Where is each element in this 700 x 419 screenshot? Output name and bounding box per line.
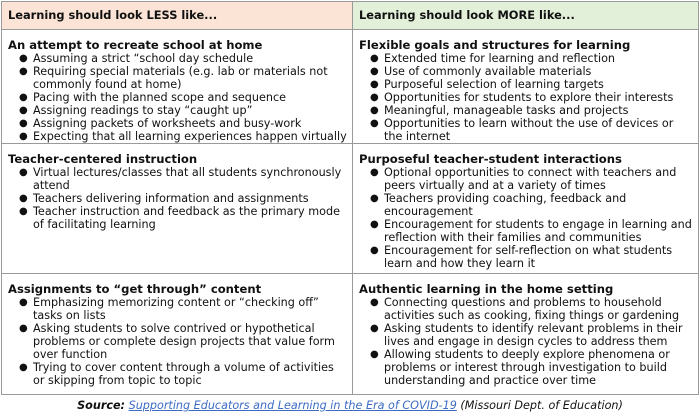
list-item-text: Allowing students to deeply explore phenomena or problems or interest through investigation to build understanding and practice over time <box>384 348 670 387</box>
bullet-list <box>359 166 694 270</box>
bullet-icon: ● <box>19 53 28 64</box>
bullet-icon: ● <box>19 105 28 116</box>
bullet-list <box>8 296 348 387</box>
bullet-list <box>359 52 694 143</box>
bullet-icon: ● <box>19 362 28 373</box>
list-item <box>370 322 694 348</box>
table-row <box>2 30 699 144</box>
bullet-icon: ● <box>370 193 379 204</box>
bullet-icon: ● <box>19 131 28 142</box>
list-item <box>370 117 694 143</box>
list-item <box>19 65 348 91</box>
bullet-icon: ● <box>370 118 379 129</box>
source-link[interactable]: Supporting Educators and Learning in the Era of COVID-19 <box>128 399 457 412</box>
table-header-row <box>2 2 699 30</box>
list-item-text: Opportunities to learn without the use of devices or the internet <box>384 117 674 143</box>
cell-title: An attempt to recreate school at home <box>8 38 263 52</box>
list-item <box>370 166 694 192</box>
list-item-text: Meaningful, manageable tasks and projects <box>384 104 629 117</box>
list-item-text: Opportunities for students to explore their interests <box>384 91 674 104</box>
list-item <box>370 218 694 244</box>
list-item-text: Requiring special materials (e.g. lab or materials not commonly found at home) <box>33 65 328 91</box>
bullet-icon: ● <box>370 323 379 334</box>
header-more: Learning should look MORE like... <box>353 2 699 30</box>
bullet-icon: ● <box>370 167 379 178</box>
bullet-icon: ● <box>19 297 28 308</box>
list-item-text: Encouragement for students to engage in learning and reflection with their families and communities <box>384 218 692 244</box>
list-item-text: Virtual lectures/classes that all students synchronously attend <box>33 166 342 192</box>
bullet-icon: ● <box>370 245 379 256</box>
list-item <box>370 192 694 218</box>
cell-title: Flexible goals and structures for learning <box>359 38 631 52</box>
bullet-icon: ● <box>370 92 379 103</box>
list-item <box>370 78 694 91</box>
list-item <box>370 244 694 270</box>
list-item-text: Use of commonly available materials <box>384 65 592 78</box>
list-item <box>19 104 348 117</box>
bullet-icon: ● <box>19 66 28 77</box>
list-item-text: Asking students to solve contrived or hypothetical problems or complete design projects that value form over function <box>33 322 335 361</box>
table-row <box>2 144 699 274</box>
cell-title: Authentic learning in the home setting <box>359 282 614 296</box>
list-item-text: Teachers providing coaching, feedback and encouragement <box>384 192 627 218</box>
source-citation <box>0 399 700 413</box>
list-item-text: Purposeful selection of learning targets <box>384 78 604 91</box>
more-cell <box>353 144 699 274</box>
list-item-text: Connecting questions and problems to household activities such as cooking, fixing things or gardening <box>384 296 680 322</box>
more-cell <box>353 30 699 144</box>
list-item <box>19 296 348 322</box>
bullet-icon: ● <box>19 323 28 334</box>
list-item <box>370 52 694 65</box>
bullet-icon: ● <box>19 92 28 103</box>
list-item-text: Expecting that all learning experiences happen virtually <box>33 130 347 143</box>
bullet-icon: ● <box>19 193 28 204</box>
list-item-text: Optional opportunities to connect with teachers and peers virtually and at a variety of times <box>384 166 677 192</box>
list-item-text: Pacing with the planned scope and sequence <box>33 91 286 104</box>
comparison-table <box>1 1 699 395</box>
list-item <box>370 65 694 78</box>
list-item <box>370 104 694 117</box>
bullet-icon: ● <box>370 297 379 308</box>
table-row <box>2 274 699 395</box>
source-label: Source: <box>77 399 126 412</box>
list-item <box>19 205 348 231</box>
list-item-text: Assigning packets of worksheets and busy-work <box>33 117 302 130</box>
bullet-icon: ● <box>19 118 28 129</box>
bullet-icon: ● <box>370 53 379 64</box>
list-item <box>19 91 348 104</box>
bullet-icon: ● <box>370 66 379 77</box>
list-item-text: Emphasizing memorizing content or “checking off” tasks on lists <box>33 296 319 322</box>
list-item-text: Extended time for learning and reflection <box>384 52 616 65</box>
list-item <box>19 322 348 361</box>
bullet-list <box>8 166 348 231</box>
list-item-text: Assuming a strict “school day schedule <box>33 52 254 65</box>
list-item-text: Assigning readings to stay “caught up” <box>33 104 253 117</box>
less-cell <box>2 274 353 395</box>
list-item <box>19 52 348 65</box>
list-item <box>370 91 694 104</box>
list-item <box>370 296 694 322</box>
list-item <box>370 348 694 387</box>
list-item-text: Trying to cover content through a volume of activities or skipping from topic to topic <box>33 361 334 387</box>
list-item <box>19 361 348 387</box>
bullet-icon: ● <box>19 206 28 217</box>
less-cell <box>2 30 353 144</box>
bullet-icon: ● <box>19 167 28 178</box>
bullet-icon: ● <box>370 79 379 90</box>
cell-title: Assignments to “get through” content <box>8 282 262 296</box>
less-cell <box>2 144 353 274</box>
header-less: Learning should look LESS like... <box>2 2 353 30</box>
bullet-icon: ● <box>370 219 379 230</box>
list-item <box>19 117 348 130</box>
source-suffix: (Missouri Dept. of Education) <box>456 399 623 412</box>
bullet-icon: ● <box>370 105 379 116</box>
list-item-text: Encouragement for self-reflection on what students learn and how they learn it <box>384 244 673 270</box>
list-item <box>19 192 348 205</box>
bullet-list <box>359 296 694 387</box>
list-item <box>19 130 348 143</box>
cell-title: Teacher-centered instruction <box>8 152 198 166</box>
list-item-text: Asking students to identify relevant problems in their lives and engage in design cycles to address them <box>384 322 683 348</box>
list-item-text: Teachers delivering information and assignments <box>33 192 309 205</box>
cell-title: Purposeful teacher-student interactions <box>359 152 622 166</box>
list-item-text: Teacher instruction and feedback as the primary mode of facilitating learning <box>33 205 340 231</box>
more-cell <box>353 274 699 395</box>
bullet-list <box>8 52 348 143</box>
list-item <box>19 166 348 192</box>
bullet-icon: ● <box>370 349 379 360</box>
